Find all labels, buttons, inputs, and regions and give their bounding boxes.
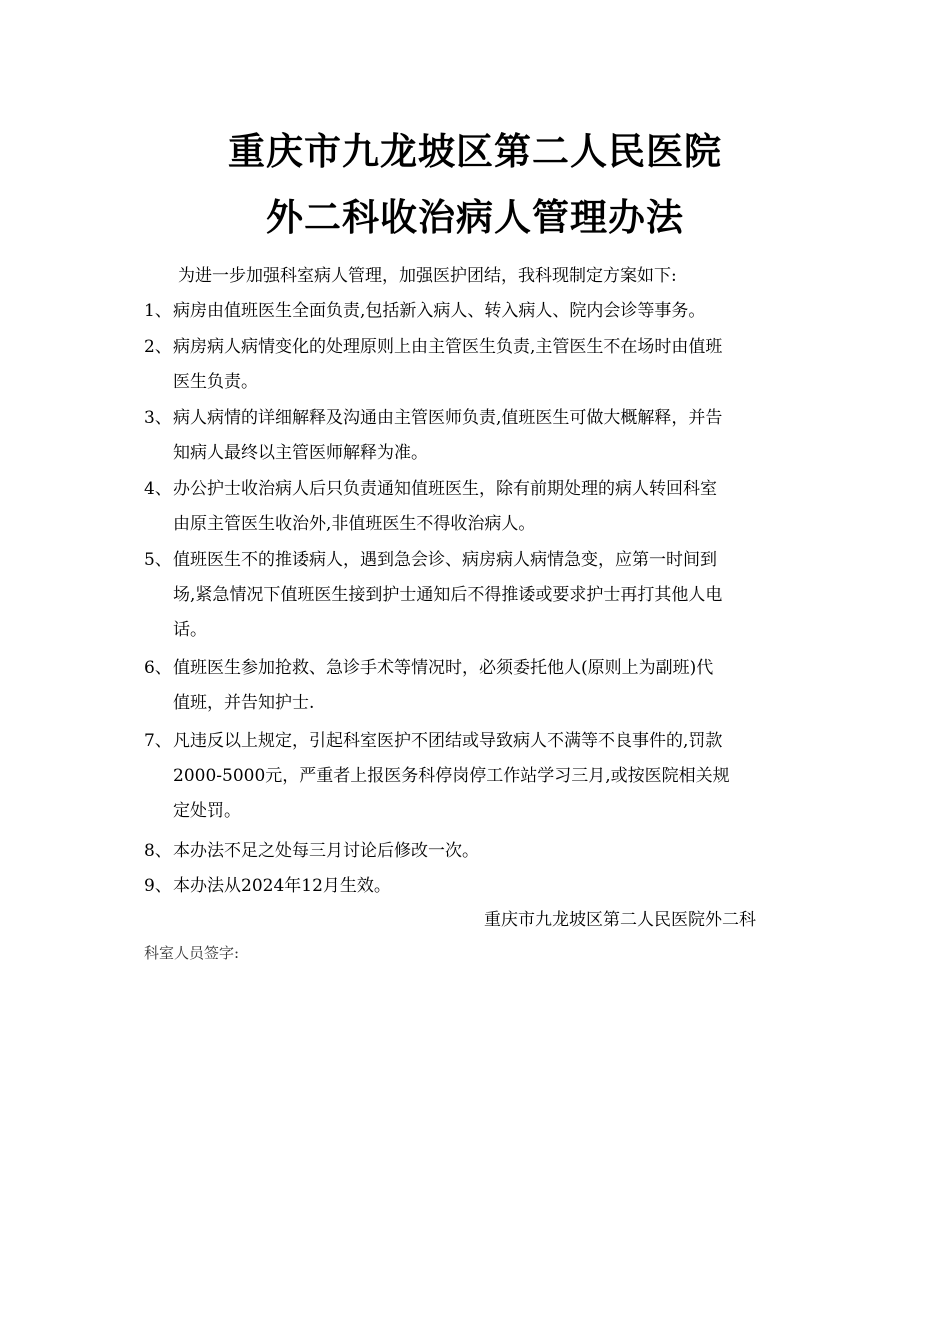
list-item-text: [173, 838, 811, 873]
list-item-line: 病人病情的详细解释及沟通由主管医师负责,值班医生可做大概解释，并告: [173, 408, 723, 428]
staff-signature-label: 科室人员签字:: [144, 944, 240, 962]
list-item-text: [173, 334, 811, 404]
list-item-number: 2、: [144, 337, 172, 357]
list-item-line: 本办法从2024年12月生效。: [173, 876, 391, 896]
list-item-text: [173, 405, 811, 475]
list-item-line: 值班医生参加抢救、急诊手术等情况时，必须委托他人(原则上为副班)代: [173, 658, 714, 678]
list-item-line: 场,紧急情况下值班医生接到护士通知后不得推诿或要求护士再打其他人电: [173, 585, 723, 605]
document-title-line-1: 重庆市九龙坡区第二人民医院: [228, 130, 722, 173]
list-item-line: 医生负责。: [173, 372, 258, 392]
signature-organization: 重庆市九龙坡区第二人民医院外二科: [484, 910, 756, 930]
intro-paragraph: 为进一步加强科室病人管理，加强医护团结，我科现制定方案如下:: [178, 266, 677, 286]
list-item-number: 8、: [144, 841, 172, 861]
list-item-text: [173, 547, 811, 652]
list-item-line: 病房病人病情变化的处理原则上由主管医生负责,主管医生不在场时由值班: [173, 337, 723, 357]
list-item-line: 知病人最终以主管医师解释为准。: [173, 443, 428, 463]
list-item-line: 病房由值班医生全面负责,包括新入病人、转入病人、院内会诊等事务。: [173, 301, 706, 321]
list-item-line: 值班，并告知护士.: [173, 693, 315, 713]
list-item-number: 6、: [144, 658, 172, 678]
list-item-number: 9、: [144, 876, 172, 896]
list-item-number: 3、: [144, 408, 172, 428]
list-item-line: 值班医生不的推诿病人，遇到急会诊、病房病人病情急变，应第一时间到: [173, 550, 717, 570]
list-item-line: 凡违反以上规定，引起科室医护不团结或导致病人不满等不良事件的,罚款: [173, 731, 723, 751]
list-item-line: 定处罚。: [173, 801, 241, 821]
list-item-line: 话。: [173, 620, 207, 640]
list-item-line: 本办法不足之处每三月讨论后修改一次。: [173, 841, 479, 861]
list-item-line: 办公护士收治病人后只负责通知值班医生，除有前期处理的病人转回科室: [173, 479, 717, 499]
list-item-number: 4、: [144, 479, 172, 499]
list-item-text: [173, 655, 811, 725]
document-title-line-2: 外二科收治病人管理办法: [266, 196, 684, 239]
list-item-line: 由原主管医生收治外,非值班医生不得收治病人。: [173, 514, 536, 534]
list-item-text: [173, 298, 811, 333]
list-item-number: 5、: [144, 550, 172, 570]
list-item-number: 7、: [144, 731, 172, 751]
list-item-line: 2000-5000元，严重者上报医务科停岗停工作站学习三月,或按医院相关规: [173, 766, 730, 786]
list-item-text: [173, 873, 811, 908]
list-item-number: 1、: [144, 301, 172, 321]
list-item-text: [173, 476, 811, 546]
list-item-text: [173, 728, 811, 833]
